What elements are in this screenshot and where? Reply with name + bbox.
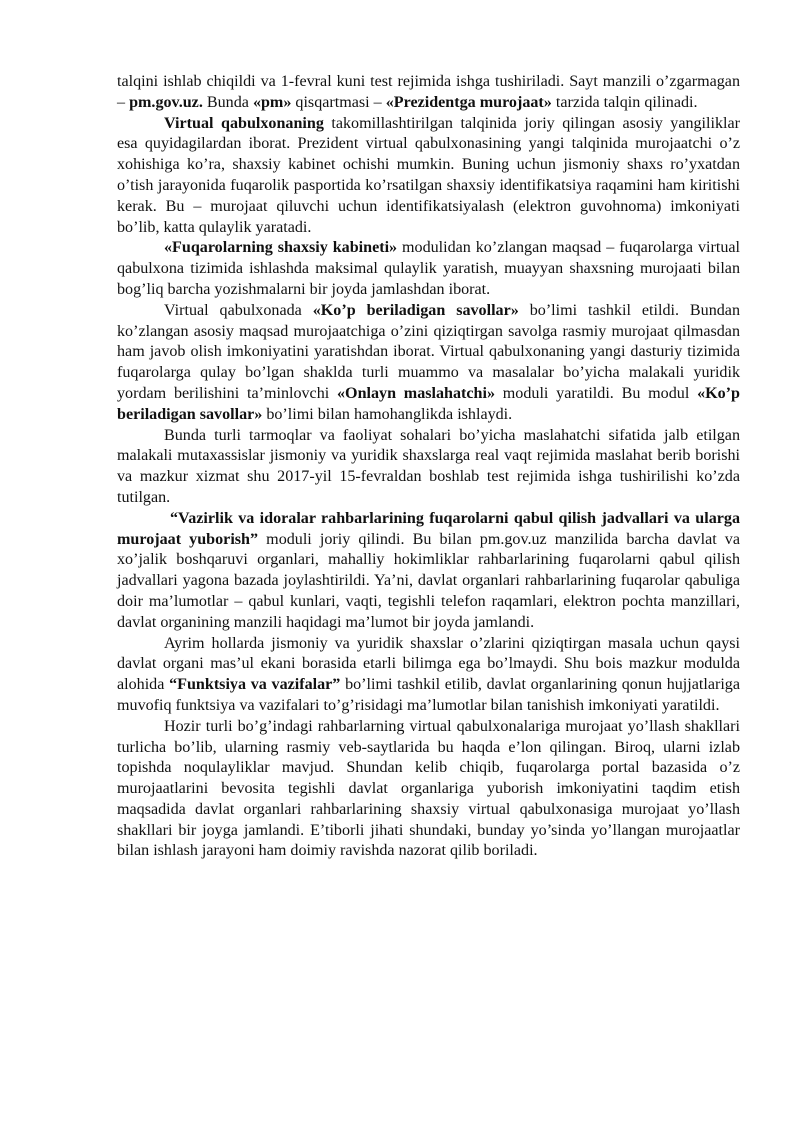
paragraph-submission-forms <box>117 717 740 863</box>
paragraph-faq-section <box>117 301 740 426</box>
text-run: moduli yaratildi. Bu modul <box>495 384 698 402</box>
text-run: takomillashtirilgan talqinida joriy qilingan asosiy yangiliklar esa quyidagilardan iborat. Prezident virtual qabulxonasining yangi talqinida murojaatchi o’z xohishiga ko’ra, shaxsiy kabinet ochishi mumkin. Buning uchun jismoniy shaxs ro’yxatdan o’tish jarayonida fuqarolik pasportida ko’rsatilgan shaxsiy identifikatsiya raqamini ham kiritishi kerak. Bu – murojaat qiluvchi uchun identifikatsiyalash (elektron guvohnoma) imkoniyati bo’lib, katta qulaylik yaratadi. <box>117 114 740 236</box>
bold-text-run: pm.gov.uz. <box>129 93 203 111</box>
text-run: talqini ishlab chiqildi va 1-fevral kuni test rejimida ishga tushiriladi. Sayt manzili o’zgarmagan – <box>117 73 740 111</box>
text-run: Ayrim hollarda jismoniy va yuridik shaxslar o’zlarini qiziqtirgan masala uchun qaysi davlat organi mas’ul ekani borasida etarli bilimga ega bo’lmaydi. Shu bois mazkur modulda alohida <box>117 634 740 694</box>
paragraph-personal-cabinet <box>117 238 740 300</box>
paragraph-functions-duties <box>117 634 740 717</box>
text-run: moduli joriy qilindi. Bu bilan pm.gov.uz manzilida barcha davlat va xo’jalik boshqaruvi organlari, mahalliy hokimliklar rahbarlarining fuqarolarni qabul qilish jadvallari yagona bazada joylashtirildi. Ya’ni, davlat organlari rahbarlarining fuqarolar qabuliga doir ma’lumotlar – qabul kunlari, vaqti, tegishli telefon raqamlari, elektron pochta manzillari, davlat organining manzili haqidagi ma’lumot bir joyda jamlandi. <box>117 530 740 631</box>
text-run: Bunda <box>202 93 253 111</box>
text-run: modulidan ko’zlangan maqsad – fuqarolarga virtual qabulxona tizimida ishlashda maksimal qulaylik yaratish, muayyan shaxsning murojaati bilan bog’liq barcha yozishmalarni bir joyda jamlashdan iborat. <box>117 239 740 298</box>
text-run: Hozir turli bo’g’indagi rahbarlarning virtual qabulxonalariga murojaat yo’llash shakllari turlicha bo’lib, ularning rasmiy veb-saytlarida bu haqda e’lon qilingan. Biroq, ularni izlab topishda noqulayliklar mavjud. Shundan kelib chiqib, fuqarolarga portal bazasida o’z murojaatlarini bevosita tegishli davlat organlariga yuborish imkoniyatini taqdim etish maqsadida davlat organlari rahbarlarining shaxsiy virtual qabulxonasiga murojaat yo’llash shakllari bir joyga jamlandi. E’tiborli jihati shundaki, bunday yo’sinda yo’llangan murojaatlar bilan ishlash jarayoni ham doimiy ravishda nazorat qilib boriladi. <box>117 717 740 860</box>
text-run: Virtual qabulxonada <box>164 301 313 319</box>
bold-text-run: «Ko’p beriladigan savollar» <box>312 301 519 319</box>
bold-text-run: “Funktsiya va vazifalar” <box>169 676 341 694</box>
bold-text-run: «Prezidentga murojaat» <box>385 93 552 111</box>
bold-text-run: Virtual qabulxonaning <box>164 114 324 132</box>
bold-text-run: “Vazirlik va idoralar rahbarlarining fuqarolarni qabul qilish jadvallari va ularga murojaat yuborish” <box>117 509 740 548</box>
bold-text-run: «Fuqarolarning shaxsiy kabineti» <box>164 239 398 257</box>
text-run: Bunda turli tarmoqlar va faoliyat sohalari bo’yicha maslahatchi sifatida jalb etilgan malakali mutaxassislar jismoniy va yuridik shaxslarga real vaqt rejimida maslahat berib borishi va mazkur xizmat shu 2017-yil 15-fevraldan boshlab test rejimida ishga tushirilishi ko’zda tutilgan. <box>117 426 740 506</box>
text-run: bo’limi bilan hamohanglikda ishlaydi. <box>262 405 513 423</box>
document-page <box>117 72 740 862</box>
text-run: tarzida talqin qilinadi. <box>551 93 698 111</box>
text-run: bo’limi tashkil etilib, davlat organlarining qonun hujjatlariga muvofiq funktsiya va vazifalari to’g’risidagi ma’lumotlar bilan tanishish imkoniyati yaratildi. <box>117 676 740 714</box>
paragraph-virtual-reception <box>117 114 740 239</box>
paragraph-intro-continuation <box>117 72 740 114</box>
bold-text-run: «Onlayn maslahatchi» <box>337 384 496 402</box>
bold-text-run: «pm» <box>252 93 292 111</box>
paragraph-consultants <box>117 426 740 509</box>
bold-text-run: «Ko’p beriladigan savollar» <box>117 384 740 423</box>
text-run: bo’limi tashkil etildi. Bundan ko’zlangan asosiy maqsad murojaatchiga o’zini qiziqtirgan savolga rasmiy murojaat qilmasdan ham javob olish imkoniyatini yaratishdan iborat. Virtual qabulxonaning yangi dasturiy tizimida fuqarolarga qulay bo’lgan shaklda turli muammo va masalalar bo’yicha malakali yuridik yordam berilishini ta’minlovchi <box>117 301 740 402</box>
text-run: qisqartmasi – <box>291 93 386 111</box>
paragraph-reception-schedules <box>117 509 740 634</box>
